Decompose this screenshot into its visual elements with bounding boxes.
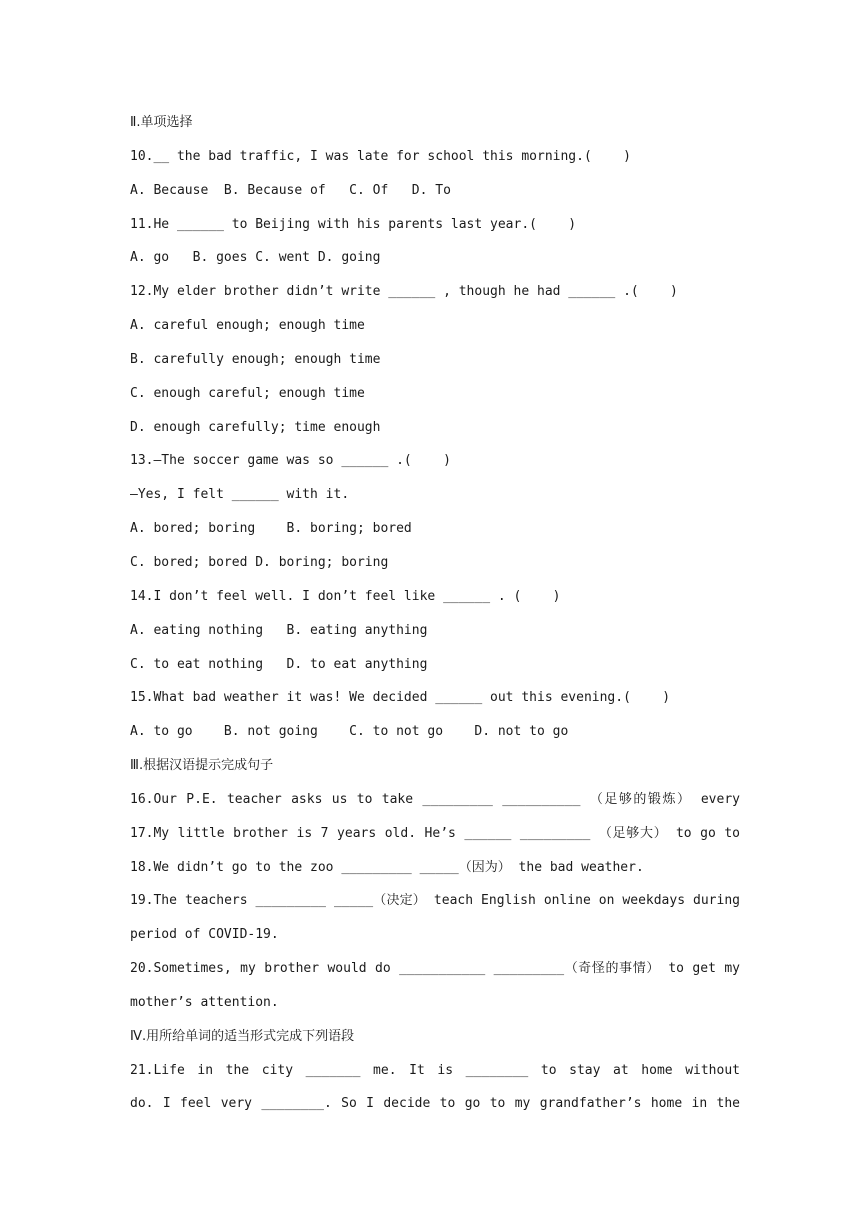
- question-12-option-d: D. enough carefully; time enough: [130, 419, 381, 435]
- question-13-line-1: 13.—The soccer game was so ______ .( ): [130, 453, 451, 469]
- section-heading-4: Ⅳ.用所给单词的适当形式完成下列语段: [130, 1028, 355, 1044]
- question-13-options-ab: A. bored; boring B. boring; bored: [130, 521, 412, 537]
- question-19-line-1: 19.The teachers _________ _____（决定） teach English online on weekdays during: [130, 893, 740, 909]
- question-12-option-c: C. enough careful; enough time: [130, 385, 365, 401]
- question-11: 11.He ______ to Beijing with his parents last year.( ): [130, 216, 577, 232]
- question-19-line-2: period of COVID-19.: [130, 927, 279, 943]
- question-10-options: A. Because B. Because of C. Of D. To: [130, 182, 451, 198]
- worksheet-page: [130, 106, 740, 1121]
- question-12-option-a: A. careful enough; enough time: [130, 318, 365, 334]
- question-18: 18.We didn’t go to the zoo _________ _____（因为） the bad weather.: [130, 859, 644, 875]
- question-10: 10.__ the bad traffic, I was late for school this morning.( ): [130, 148, 631, 164]
- section-heading-3: Ⅲ.根据汉语提示完成句子: [130, 758, 274, 774]
- question-15: 15.What bad weather it was! We decided ______ out this evening.( ): [130, 690, 671, 706]
- question-14-options-ab: A. eating nothing B. eating anything: [130, 622, 428, 638]
- question-17: 17.My little brother is 7 years old. He’s ______ _________ （足够大） to go to: [130, 825, 740, 841]
- question-13-line-2: —Yes, I felt ______ with it.: [130, 487, 350, 503]
- question-20-line-2: mother’s attention.: [130, 994, 279, 1010]
- question-20-line-1: 20.Sometimes, my brother would do ___________ _________（奇怪的事情） to get my: [130, 961, 740, 977]
- section-heading-2: Ⅱ.单项选择: [130, 115, 193, 130]
- question-21-line-1: 21.Life in the city _______ me. It is ________ to stay at home without: [130, 1062, 740, 1078]
- question-13-options-cd: C. bored; bored D. boring; boring: [130, 554, 389, 570]
- question-16: 16.Our P.E. teacher asks us to take _________ __________ （足够的锻炼） every: [130, 791, 740, 807]
- question-12-option-b: B. carefully enough; enough time: [130, 351, 381, 367]
- question-15-options: A. to go B. not going C. to not go D. not to go: [130, 724, 569, 740]
- question-14-options-cd: C. to eat nothing D. to eat anything: [130, 656, 428, 672]
- question-11-options: A. go B. goes C. went D. going: [130, 250, 381, 266]
- question-14: 14.I don’t feel well. I don’t feel like ______ . ( ): [130, 588, 561, 604]
- question-12: 12.My elder brother didn’t write ______ , though he had ______ .( ): [130, 284, 678, 300]
- question-21-line-2: do. I feel very ________. So I decide to go to my grandfather’s home in the: [130, 1096, 740, 1112]
